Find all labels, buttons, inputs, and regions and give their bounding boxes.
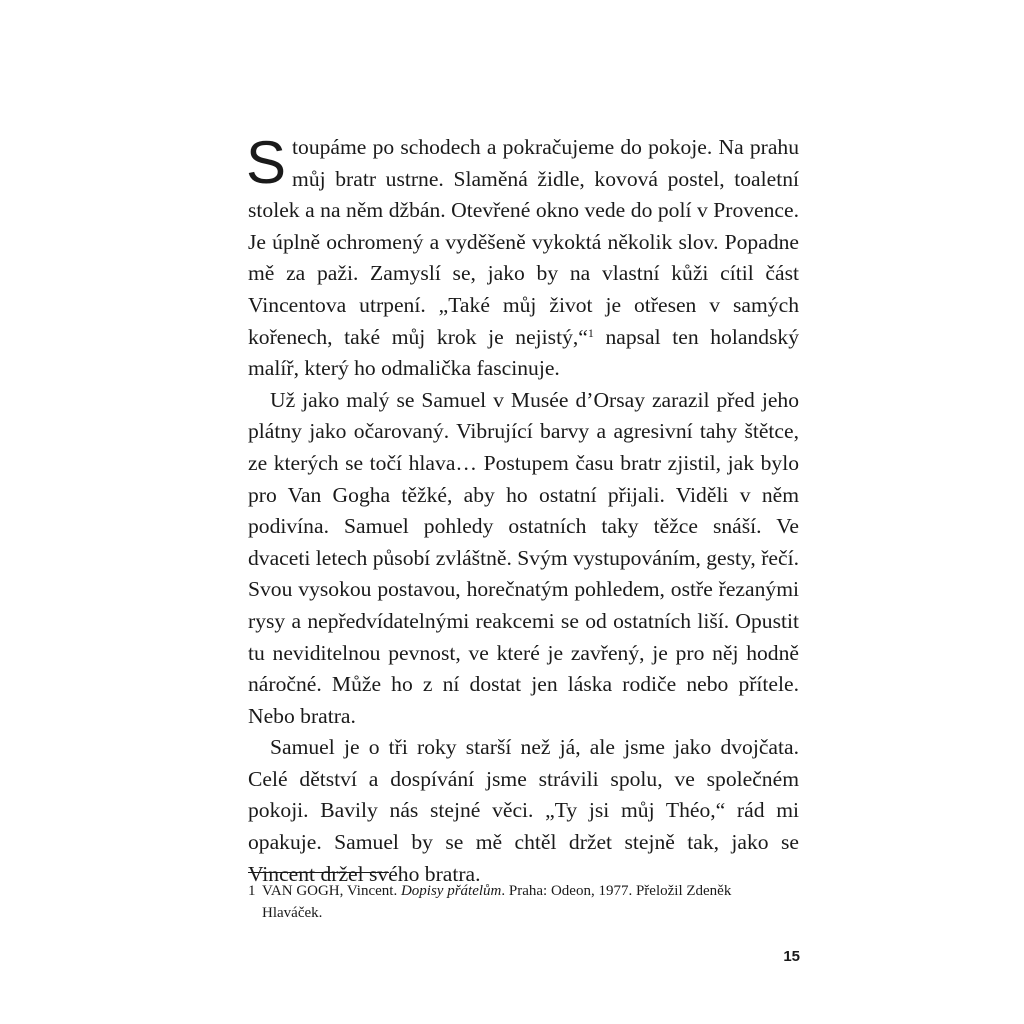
footnote-line-1 (248, 880, 808, 902)
drop-cap: S (246, 129, 287, 196)
footnote-number: 1 (248, 883, 256, 899)
footnote-author: VAN GOGH, Vincent. (262, 883, 398, 899)
paragraph-1-text-end: napsal ten holandský malíř, který ho odmalička fascinuje. (248, 324, 799, 381)
paragraph-1-text: toupáme po schodech a pokračujeme do pokoje. Na prahu můj bratr ustrne. Slaměná židle, kovová postel, toaletní stolek a na něm džbán. Otevřené okno vede do polí v Provence. Je úplně ochromený a vyděšeně vykoktá několik slov. Popadne mě za paži. Zamyslí se, jako by na vlastní kůži cítil část Vincentova utrpení. „Také můj život je otřesen v samých kořenech, také můj krok je nejistý,“ (248, 135, 799, 349)
footnote-divider (248, 872, 389, 873)
page-number: 15 (783, 948, 800, 965)
main-text (246, 129, 799, 890)
paragraph-2: Už jako malý se Samuel v Musée d’Orsay zarazil před jeho plátny jako očarovaný. Vibrující barvy a agresivní tahy štětce, ze kterých se točí hlava… Postupem času bratr zjistil, jak bylo pro Van Gogha těžké, aby ho ostatní přijali. Viděli v něm podivína. Samuel pohledy ostatních taky těžce snáší. Ve dvaceti letech působí zvláštně. Svým vystupováním, gesty, řečí. Svou vysokou postavou, horečnatým pohledem, ostře řezanými rysy a nepředvídatelnými reakcemi se od ostatních liší. Opustit tu neviditelnou pevnost, ve které je zavřený, je pro něj hodně náročné. Může ho z ní dostat jen láska rodiče nebo přítele. Nebo bratra. (248, 387, 799, 728)
footnote-reference: 1 (587, 325, 594, 340)
footnote-publication: . Praha: Odeon, 1977. Přeložil Zdeněk (501, 883, 732, 899)
paragraph-1 (246, 129, 799, 385)
footnote-title: Dopisy přátelům (400, 883, 502, 899)
footnote (248, 880, 808, 924)
paragraph-3: Samuel je o tři roky starší než já, ale jsme jako dvojčata. Celé dětství a dospívání jsme strávili spolu, ve společném pokoji. Bavily nás stejné věci. „Ty jsi můj Théo,“ rád mi opakuje. Samuel by se mě chtěl držet stejně tak, jako se Vincent držel svého bratra. (248, 735, 799, 886)
footnote-line-2: Hlaváček. (262, 905, 323, 921)
